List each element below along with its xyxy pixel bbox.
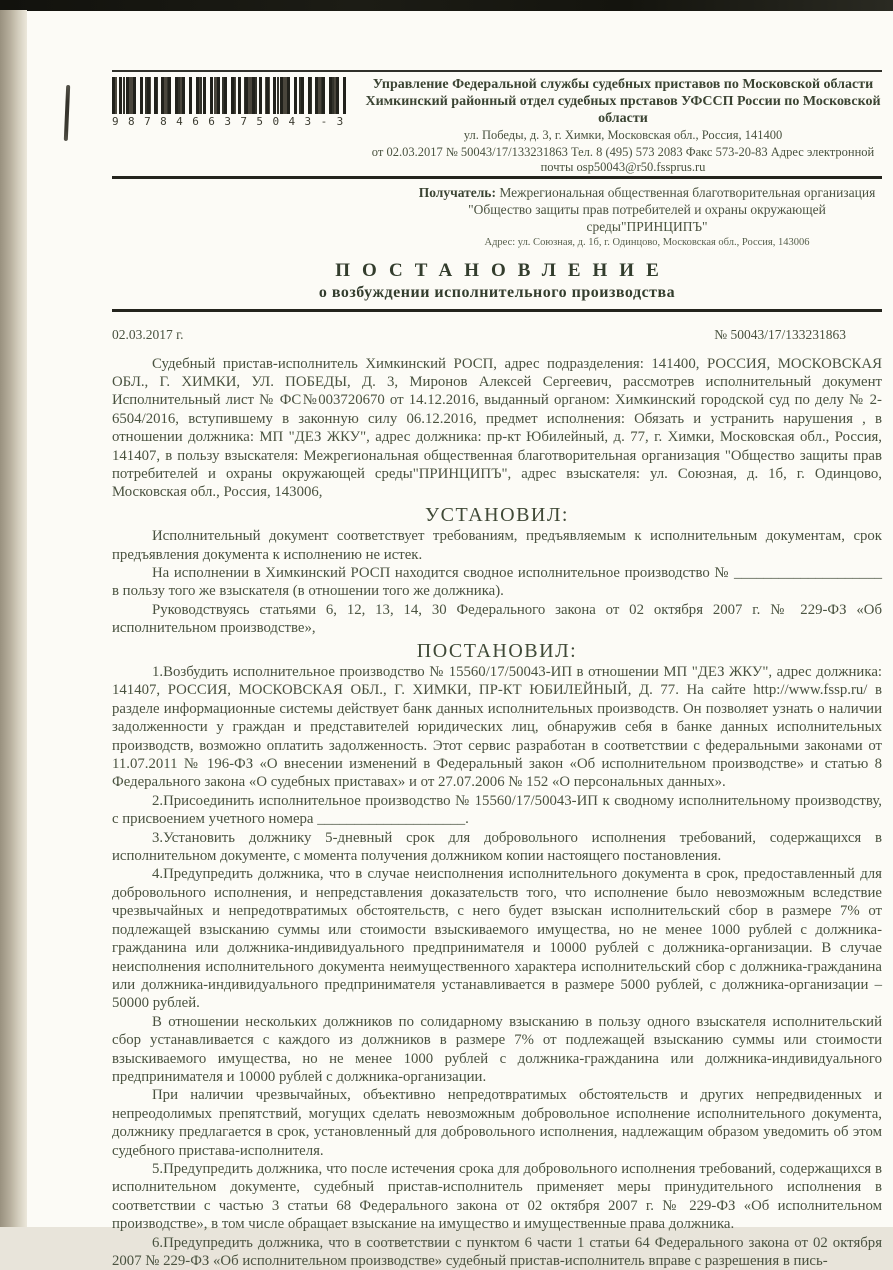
org-name-line2: Химкинский районный отдел судебных прставов УФССП России по Московской области: [364, 93, 882, 127]
document-content: [112, 58, 882, 1270]
recipient-organization: Межрегиональная общественная благотворительная организация "Общество защиты прав потребителей и охраны окружающей среды"ПРИНЦИПЪ": [468, 185, 875, 234]
barcode-block: [112, 74, 364, 176]
divider-top: [112, 70, 882, 72]
postanovil-paragraph: 5.Предупредить должника, что после истечения срока для добровольного исполнения требований, содержащихся в исполнительном документе, судебный пристав-исполнитель применяет меры принудительного исполнения в соответствии с частью 3 статьи 68 Федерального закона от 02 октября 2007 г. № 229-ФЗ «Об исполнительном производстве», в том числе обращает взыскание на имущество и имущественные права должника.: [112, 1160, 882, 1234]
barcode-digits: 9 8 7 8 4 6 6 3 7 5 0 4 3 - 3: [112, 115, 350, 128]
postanovil-paragraph: 6.Предупредить должника, что в соответствии с пунктом 6 части 1 статьи 64 Федерального закона от 02 октября 2007 № 229-ФЗ «Об исполнительном производстве» судебный пристав-исполнитель вправе с разрешения в пись-: [112, 1234, 882, 1270]
staple-mark: [64, 85, 70, 141]
document-subtitle: о возбуждении исполнительного производства: [112, 284, 882, 302]
postanovil-paragraph: В отношении нескольких должников по солидарному взысканию в пользу одного взыскателя исполнительский сбор устанавливается с каждого из должников в размере 7% от подлежащей взысканию суммы или стоимости взыскиваемого имущества, но не менее 1000 рублей с должника-гражданина или должника-индивидуального предпринимателя и 10000 рублей с должника-организации.: [112, 1013, 882, 1087]
postanovil-paragraph: 2.Присоединить исполнительное производство № 15560/17/50043-ИП к сводному исполнительному производству, с присвоением учетного номера ____________________.: [112, 792, 882, 829]
recipient-block: [412, 184, 882, 249]
recipient-name: [412, 184, 882, 235]
postanovil-paragraph: 3.Установить должнику 5-дневный срок для добровольного исполнения требований, содержащихся в исполнительном документе, с момента получения должником копии настоящего постановления.: [112, 829, 882, 866]
scan-edge-left-shadow: [0, 10, 27, 1227]
section-heading-ustanovil: УСТАНОВИЛ:: [112, 506, 882, 524]
postanovil-paragraph: 1.Возбудить исполнительное производство № 15560/17/50043-ИП в отношении МП "ДЕЗ ЖКУ", адрес должника: 141407, РОССИЯ, МОСКОВСКАЯ ОБЛ., Г. ХИМКИ, ПР-КТ ЮБИЛЕЙНЫЙ, Д. 77. На сайте http://www.fssp.ru/ в разделе информационные системы действует банк данных исполнительных производств. Он позволяет узнать о наличии задолженности у граждан и представителей юридических лиц, обнаружив себя в банке данных исполнительных производств, возможно оплатить задолженность. Этот сервис разработан в соответствии с федеральными законами от 11.07.2011 № 196-ФЗ «О внесении изменений в Федеральный закон «Об исполнительном производстве» и статью 8 Федерального закона «О судебных приставах» и от 27.07.2006 № 152 «О персональных данных».: [112, 663, 882, 792]
ustanovil-paragraph: На исполнении в Химкинский РОСП находится сводное исполнительное производство № ____________________ в пользу того же взыскателя (в отношении того же должника).: [112, 564, 882, 601]
letterhead-text: [364, 74, 882, 176]
ustanovil-paragraph: Руководствуясь статьями 6, 12, 13, 14, 30 Федерального закона от 02 октября 2007 г. № 229-ФЗ «Об исполнительном производстве»,: [112, 601, 882, 638]
scan-edge-top: [0, 0, 893, 11]
recipient-label: Получатель:: [419, 185, 496, 200]
document-number: № 50043/17/133231863: [714, 327, 846, 343]
intro-paragraph: Судебный пристав-исполнитель Химкинский РОСП, адрес подразделения: 141400, РОССИЯ, МОСКОВСКАЯ ОБЛ., Г. ХИМКИ, УЛ. ПОБЕДЫ, Д. 3, Миронов Алексей Сергеевич, рассмотрев исполнительный документ Исполнительный лист № ФС№003720670 от 14.12.2016, выданный органом: Химкинский городской суд по делу № 2-6504/2016, вступившему в законную силу 06.12.2016, предмет исполнения: Обязать и устранить нарушения , в отношении должника: МП "ДЕЗ ЖКУ", адрес должника: пр-кт Юбилейный, д. 77, г. Химки, Московская обл., Россия, 141407, в пользу взыскателя: Межрегиональная общественная благотворительная организация "Общество защиты прав потребителей и охраны окружающей среды"ПРИНЦИПЪ", адрес взыскателя: ул. Союзная, д. 1б, г. Одинцово, Московская обл., Россия, 143006,: [112, 355, 882, 502]
divider-title: [112, 309, 882, 312]
document-title: ПОСТАНОВЛЕНИЕ: [112, 260, 882, 282]
org-name-line1: Управление Федеральной службы судебных приставов по Московской области: [364, 76, 882, 93]
document-date: 02.03.2017 г.: [112, 327, 184, 343]
org-address: ул. Победы, д. 3, г. Химки, Московская обл., Россия, 141400: [364, 128, 882, 144]
postanovil-paragraph: При наличии чрезвычайных, объективно непредотвратимых обстоятельств и других непредвиденных и непреодолимых препятствий, могущих сделать невозможным добровольное исполнение исполнительного документа, должнику предлагается в срок, установленный для добровольного исполнения, надлежащим образом уведомить об этом судебного пристава-исполнителя.: [112, 1086, 882, 1160]
section-heading-postanovil: ПОСТАНОВИЛ:: [112, 642, 882, 660]
postanovil-paragraph: 4.Предупредить должника, что в случае неисполнения исполнительного документа в срок, предоставленный для добровольного исполнения, и непредставления доказательств того, что исполнение было невозможным вследствие чрезвычайных и непредотвратимых обстоятельств, с него будет взыскан исполнительский сбор в размере 7% от подлежащей взысканию суммы или стоимости взыскиваемого имущества, но не менее 1000 рублей с должника-гражданина или должника-индивидуального предпринимателя и 10000 рублей с должника-организации. В случае неисполнения исполнительного документа неимущественного характера исполнительский сбор с должника-гражданина или должника-индивидуального предпринимателя устанавливается в размере 5000 рублей, с должника-организации – 50000 рублей.: [112, 865, 882, 1012]
document-body: [112, 355, 882, 1270]
letterhead: [112, 74, 882, 176]
ustanovil-paragraph: Исполнительный документ соответствует требованиям, предъявляемым к исполнительным документам, срок предъявления документа к исполнению не истек.: [112, 527, 882, 564]
org-reference-contacts: от 02.03.2017 № 50043/17/133231863 Тел. 8 (495) 573 2083 Факс 573-20-83 Адрес электронной почты osp50043@r50.fssprus.ru: [364, 145, 882, 176]
recipient-address: Адрес: ул. Союзная, д. 1б, г. Одинцово, Московская обл., Россия, 143006: [412, 236, 882, 249]
document-meta: [112, 327, 882, 343]
divider-letterhead: [112, 176, 882, 179]
barcode-icon: [112, 77, 350, 114]
